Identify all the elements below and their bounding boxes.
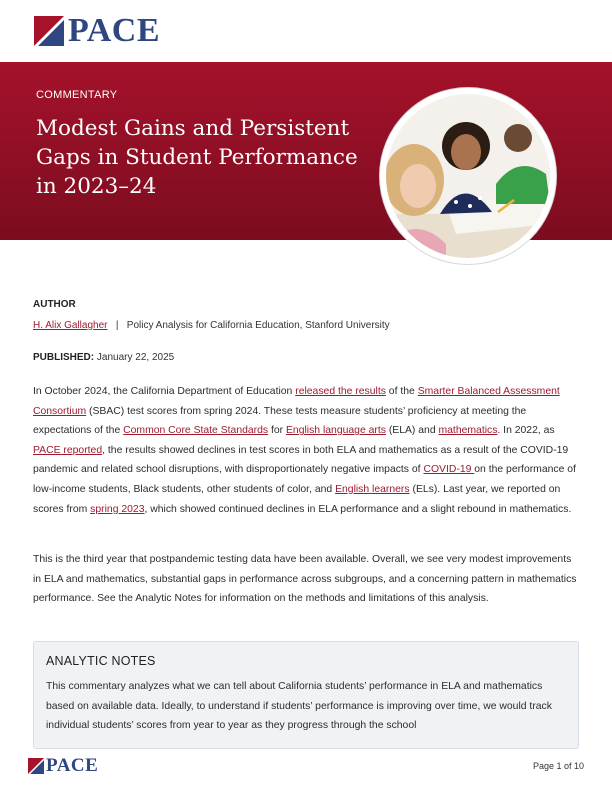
text-run: , which showed continued declines in ELA performance and a slight rebound in mathematics. <box>144 503 572 515</box>
text-run: for <box>268 425 286 437</box>
author-affiliation: Policy Analysis for California Education, Stanford University <box>126 320 390 331</box>
ela-link[interactable]: English language arts <box>286 425 386 437</box>
footer-logo-mark-icon <box>28 758 44 774</box>
mathematics-link[interactable]: mathematics <box>438 425 498 437</box>
author-label: AUTHOR <box>33 299 76 310</box>
footer-logo-text: PACE <box>46 755 99 776</box>
text-run: . In 2022, as <box>497 425 555 437</box>
published-date: January 22, 2025 <box>96 352 175 363</box>
article-title: Modest Gains and Persistent Gaps in Student Performance in 2023–24 <box>36 116 358 199</box>
text-run: , the results showed declines in test scores in both ELA and mathematics as a result of the COVID-19 pandemic and related school disruptions, with disproportionately negative impacts of <box>33 444 569 476</box>
analytic-notes-title: ANALYTIC NOTES <box>46 654 156 668</box>
hero-photo-frame <box>380 88 556 264</box>
hero-photo-students <box>386 94 550 258</box>
page-number: Page 1 of 10 <box>532 761 584 771</box>
released-results-link[interactable]: released the results <box>295 386 386 397</box>
intro-paragraph <box>33 382 581 519</box>
published-line <box>33 352 174 363</box>
pace-logo-mark-icon <box>34 16 64 46</box>
analytic-notes-box <box>33 641 579 749</box>
text-run: of the <box>385 386 418 397</box>
author-name-link[interactable]: H. Alix Gallagher <box>33 320 108 331</box>
text-run: on the performance of low-income students, Black students, other students of color, and <box>33 464 576 495</box>
author-line <box>33 320 390 331</box>
spring-2023-link[interactable]: spring 2023 <box>90 503 145 515</box>
analytic-notes-body: This commentary analyzes what we can tell about California students’ performance in ELA and mathematics based on available data. Ideally, to understand if students’ performance is improving over time, we would track individual students’ scores from year to year as they progress through the school <box>46 681 552 732</box>
pace-logo[interactable] <box>34 14 160 48</box>
pace-reported-link[interactable]: PACE reported <box>33 444 103 456</box>
text-run: (ELA) and <box>385 425 439 437</box>
pace-logo-text: PACE <box>68 12 161 49</box>
english-learners-link[interactable]: English learners <box>335 483 410 495</box>
sbac-link[interactable]: Smarter Balanced Assessment Consortium <box>33 386 560 417</box>
text-run: (ELs). Last year, we reported on scores from <box>33 483 561 515</box>
text-run: In October 2024, the California Department of Education <box>33 386 296 397</box>
covid-19-link[interactable]: COVID-19 <box>423 464 475 476</box>
summary-paragraph: This is the third year that postpandemic testing data have been available. Overall, we see very modest improvements in ELA and mathematics, substantial gaps in performance across subgroups, and a concerning pattern in mathematics performance. See the Analytic Notes for information on the methods and limitations of this analysis. <box>33 554 577 605</box>
text-run: (SBAC) test scores from spring 2024. These tests measure students’ proficiency at meeting the expectations of the <box>33 405 527 437</box>
footer-pace-logo[interactable] <box>28 756 98 776</box>
article-type-label: COMMENTARY <box>36 89 118 101</box>
published-label: PUBLISHED: <box>33 352 95 363</box>
author-separator: | <box>115 320 119 331</box>
common-core-link[interactable]: Common Core State Standards <box>123 425 269 437</box>
